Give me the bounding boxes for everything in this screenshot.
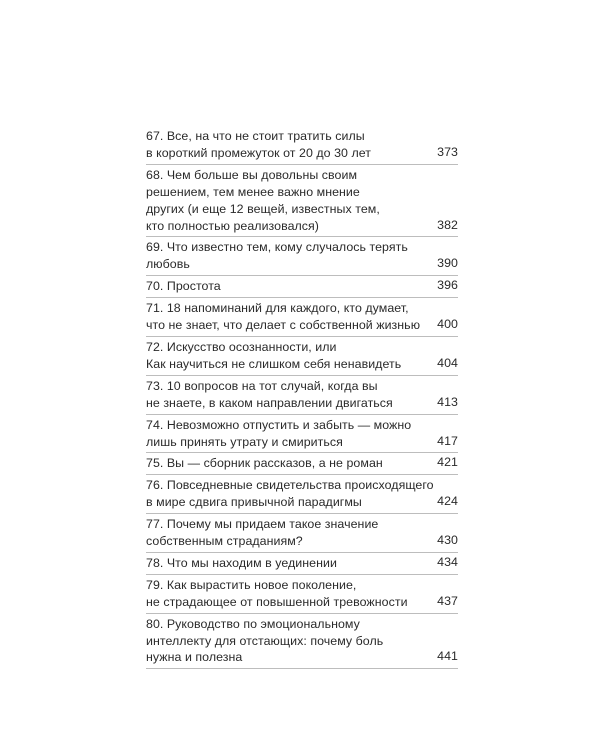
toc-page-number: 441: [437, 649, 458, 664]
toc-entry-title-line: что не знает, что делает с собственной жизнью: [146, 318, 421, 333]
toc-entry-title-line: интеллекту для отстающих: почему боль: [146, 633, 384, 648]
toc-entry-title-line: 74. Невозможно отпустить и забыть — можно: [146, 417, 412, 432]
toc-entry-72: [146, 337, 458, 376]
toc-entry-69: [146, 237, 458, 276]
toc-entry-title-line: кто полностью реализовался): [146, 218, 319, 233]
toc-entry-title-line: любовь: [146, 257, 190, 272]
toc-entry-title-line: не страдающее от повышенной тревожности: [146, 594, 408, 609]
toc-entry-title-line: в мире сдвига привычной парадигмы: [146, 495, 362, 510]
toc-entry-title-line: лишь принять утрату и смириться: [146, 434, 343, 449]
toc-page-number: 382: [437, 217, 458, 232]
toc-entry-title-line: 73. 10 вопросов на тот случай, когда вы: [146, 378, 378, 393]
toc-entry-title-line: 77. Почему мы придаем такое значение: [146, 517, 379, 532]
toc-entry-68: [146, 165, 458, 238]
toc-entry-76: [146, 475, 458, 514]
toc-entry-title-line: решением, тем менее важно мнение: [146, 184, 360, 199]
table-of-contents: [146, 126, 458, 669]
toc-page-number: 390: [437, 256, 458, 271]
toc-page-number: 413: [437, 394, 458, 409]
toc-entry-title-line: 78. Что мы находим в уединении: [146, 555, 337, 570]
toc-entry-title-line: 67. Все, на что не стоит тратить силы: [146, 129, 365, 143]
toc-page-number: 434: [437, 554, 458, 569]
toc-entry-title-line: 68. Чем больше вы довольны своим: [146, 167, 358, 182]
toc-page-number: 430: [437, 533, 458, 548]
toc-entry-70: [146, 276, 458, 298]
toc-page-number: 424: [437, 494, 458, 509]
toc-entry-title-line: собственным страданиям?: [146, 534, 303, 549]
toc-page-number: 437: [437, 593, 458, 608]
toc-entry-79: [146, 575, 458, 614]
toc-page-number: 373: [437, 144, 458, 159]
toc-entry-75: [146, 453, 458, 475]
toc-entry-67: [146, 126, 458, 165]
toc-entry-74: [146, 415, 458, 454]
toc-entry-title-line: не знаете, в каком направлении двигаться: [146, 395, 393, 410]
toc-entry-title-line: 76. Повседневные свидетельства происходящего: [146, 478, 434, 493]
toc-entry-title-line: Как научиться не слишком себя ненавидеть: [146, 356, 402, 371]
toc-entry-title-line: 72. Искусство осознанности, или: [146, 339, 337, 354]
toc-page-number: 400: [437, 317, 458, 332]
toc-page-number: 417: [437, 433, 458, 448]
toc-page-number: 396: [437, 278, 458, 293]
toc-entry-title-line: других (и еще 12 вещей, известных тем,: [146, 201, 380, 216]
toc-entry-78: [146, 553, 458, 575]
toc-entry-title-line: 70. Простота: [146, 279, 221, 294]
toc-entry-title-line: 69. Что известно тем, кому случалось терять: [146, 240, 408, 255]
toc-entry-80: [146, 614, 458, 670]
toc-entry-77: [146, 514, 458, 553]
toc-entry-title-line: 75. Вы — сборник рассказов, а не роман: [146, 456, 383, 471]
toc-entry-title-line: 71. 18 напоминаний для каждого, кто думает,: [146, 301, 409, 316]
toc-entry-title-line: 80. Руководство по эмоциональному: [146, 616, 360, 631]
toc-entry-71: [146, 298, 458, 337]
toc-page-number: 404: [437, 355, 458, 370]
toc-entry-73: [146, 376, 458, 415]
toc-entry-title-line: нужна и полезна: [146, 650, 243, 665]
toc-entry-title-line: в короткий промежуток от 20 до 30 лет: [146, 145, 372, 160]
toc-entry-title-line: 79. Как вырастить новое поколение,: [146, 577, 357, 592]
toc-page-number: 421: [437, 455, 458, 470]
